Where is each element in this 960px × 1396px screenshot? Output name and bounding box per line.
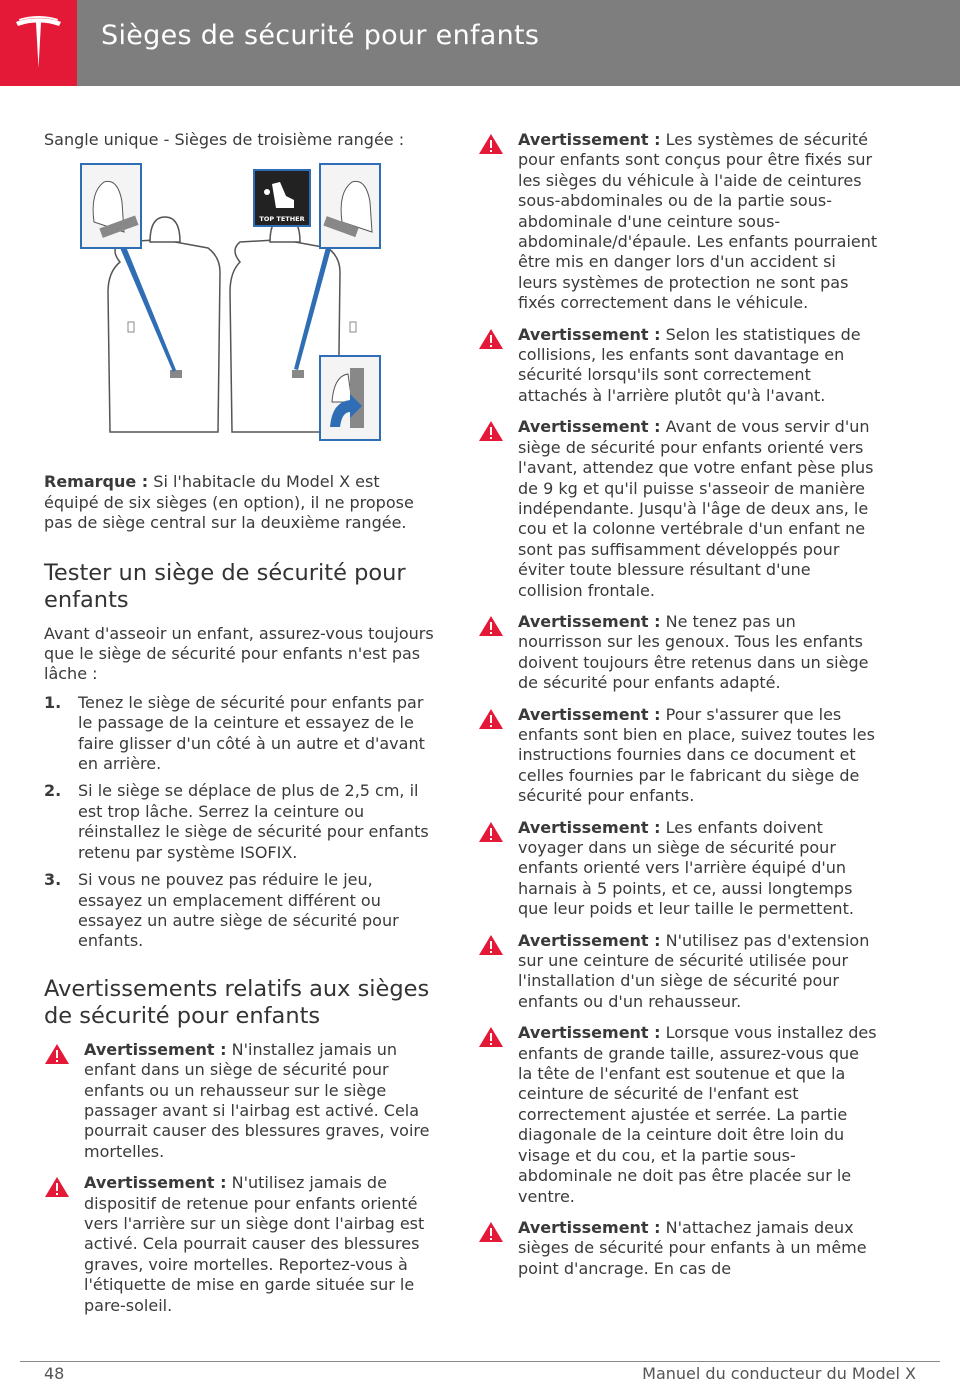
warning-triangle-icon [44,1043,70,1065]
warning-text: Ne tenez pas un nourrisson sur les genoux. Tous les enfants doivent toujours être retenus dans un siège de sécurité pour enfants adapté. [518,611,869,693]
warning-text: Selon les statistiques de collisions, les enfants sont davantage en sécurité lorsqu'ils sont correctement attachés à l'arrière plutôt qu'à l'avant. [518,324,861,405]
warning-item [44,1040,439,1162]
warning-text: Pour s'assurer que les enfants sont bien en place, suivez toutes les instructions fournies dans ce document et celles fournies par le fabricant du siège de sécurité pour enfants. [518,704,875,806]
left-column [44,130,439,1327]
right-column [478,130,878,1290]
warning-label: Avertissement : [518,1217,661,1237]
manual-title: Manuel du conducteur du Model X [642,1364,916,1383]
page-title: Sièges de sécurité pour enfants [101,20,540,51]
warning-triangle-icon [478,328,504,350]
warning-text: Les enfants doivent voyager dans un siège de sécurité pour enfants orienté vers l'arrière équipé d'un harnais à 5 points, et ce, aussi longtemps que leur poids et leur taille le permettent. [518,817,854,919]
warning-item [44,1173,439,1316]
brand-logo-box [0,0,77,86]
note-text: Si l'habitacle du Model X est équipé de six sièges (en option), il ne propose pas de siège central sur la deuxième rangée. [44,472,414,533]
warning-triangle-icon [478,133,504,155]
warning-triangle-icon [478,708,504,730]
list-item [44,870,439,952]
warning-text: N'utilisez jamais de dispositif de retenue pour enfants orienté vers l'arrière sur un siège dont l'airbag est activé. Cela pourrait causer des blessures graves, voire mortelles. Reportez-vous à l'étiquette de mise en garde située sur le pare-soleil. [84,1173,425,1315]
top-tether-badge-text: TOP TETHER [259,215,305,224]
note-label: Remarque : [44,472,149,492]
warning-triangle-icon [478,1221,504,1243]
warning-item [478,818,878,920]
warning-item [478,1218,878,1279]
warning-text: Les systèmes de sécurité pour enfants sont conçus pour être fixés sur les sièges du véhicule à l'aide de ceintures sous-abdominales ou de la partie sous-abdominale d'une ceinture sous-abdominale/d'épaule. Les enfants pourraient être mis en danger lors d'un accident si leurs systèmes de protection ne sont pas fixés correctement dans le véhicule. [518,130,878,313]
warning-label: Avertissement : [518,130,661,149]
step-number: 2. [44,781,62,801]
warning-triangle-icon [478,1026,504,1048]
warning-triangle-icon [478,420,504,442]
page-number: 48 [44,1364,65,1383]
footer-divider [20,1361,940,1362]
warning-item [478,931,878,1013]
tesla-logo-icon [13,16,64,70]
warning-item [478,325,878,407]
warning-triangle-icon [478,934,504,956]
test-steps-list [44,693,439,952]
step-number: 1. [44,692,62,712]
figure-intro: Sangle unique - Sièges de troisième rangée : [44,130,405,149]
warning-label: Avertissement : [518,930,661,950]
warning-item [478,1023,878,1207]
list-item [44,693,439,775]
warning-item [478,130,878,314]
warning-text: N'utilisez pas d'extension sur une ceinture de sécurité utilisée pour l'installation d'un siège de sécurité pour enfants ou d'un rehausseur. [518,930,870,1011]
warning-triangle-icon [44,1176,70,1198]
section-heading-warnings: Avertissements relatifs aux sièges de sécurité pour enfants [44,975,430,1029]
warning-item [478,705,878,807]
section-heading-test: Tester un siège de sécurité pour enfants [44,559,406,613]
warning-triangle-icon [478,821,504,843]
warning-item [478,612,878,694]
list-item [44,781,439,863]
warning-text: N'attachez jamais deux sièges de sécurité pour enfants à un même point d'ancrage. En cas de [518,1217,867,1278]
warning-label: Avertissement : [518,704,661,724]
warning-text: Lorsque vous installez des enfants de grande taille, assurez-vous que la tête de l'enfant est soutenue et que la ceinture de sécurité de l'enfant est correctement ajustée et serrée. La partie diagonale de la ceinture doit être loin du visage et du cou, et la partie sous-abdominale ne doit pas être placée sur le ventre. [518,1023,877,1206]
warning-label: Avertissement : [84,1173,227,1193]
warning-label: Avertissement : [518,324,661,344]
warning-label: Avertissement : [518,1023,661,1043]
warning-label: Avertissement : [518,611,661,631]
step-text: Si le siège se déplace de plus de 2,5 cm, il est trop lâche. Serrez la ceinture ou réinstallez le siège de sécurité pour enfants retenu par système ISOFIX. [78,781,429,862]
step-text: Tenez le siège de sécurité pour enfants par le passage de la ceinture et essayez de le faire glisser d'un côté à un autre et d'avant en arrière. [78,692,425,774]
seat-diagram-image [80,162,382,446]
section-test-intro: Avant d'asseoir un enfant, assurez-vous toujours que le siège de sécurité pour enfants n'est pas lâche : [44,623,434,684]
warning-item [478,417,878,601]
warning-label: Avertissement : [84,1039,227,1059]
warning-text: N'installez jamais un enfant dans un siège de sécurité pour enfants ou un rehausseur sur le siège passager avant si l'airbag est activé. Cela pourrait causer des blessures graves, voire mortelles. [84,1039,430,1161]
page-header [0,0,960,86]
step-text: Si vous ne pouvez pas réduire le jeu, essayez un emplacement différent ou essayez un autre siège de sécurité pour enfants. [78,870,399,951]
note-paragraph [44,472,439,533]
warning-text: Avant de vous servir d'un siège de sécurité pour enfants orienté vers l'avant, attendez que votre enfant pèse plus de 9 kg et qu'il puisse s'asseoir de manière indépendante. Jusqu'à l'âge de deux ans, le cou et la colonne vertébrale d'un enfant ne sont pas suffisamment développés pour éviter toute blessure résultant d'une collision frontale. [518,417,874,600]
warning-label: Avertissement : [518,417,661,437]
warning-label: Avertissement : [518,817,661,837]
step-number: 3. [44,870,62,890]
warning-triangle-icon [478,615,504,637]
tether-illustration [80,162,382,446]
